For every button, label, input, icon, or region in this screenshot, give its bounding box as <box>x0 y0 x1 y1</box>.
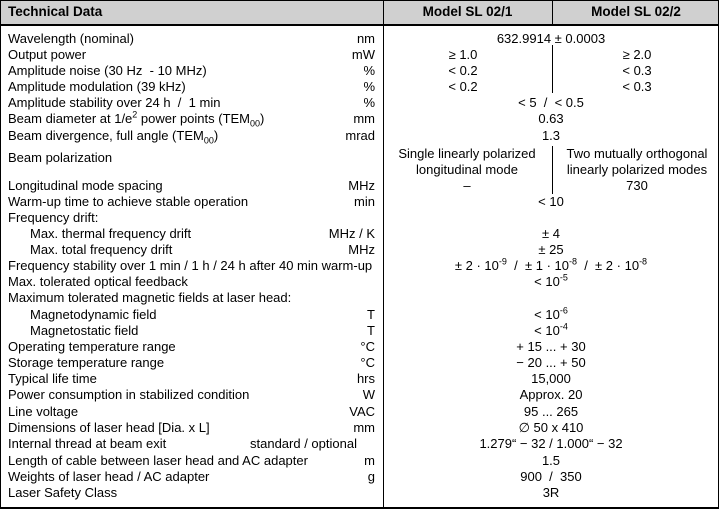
row-label: Max. tolerated optical feedback <box>8 274 188 289</box>
row-unit: MHz <box>348 242 375 257</box>
row-label: Length of cable between laser head and AC adapter <box>8 453 308 468</box>
row-label: Line voltage <box>8 404 79 419</box>
row-unit: mm <box>353 420 375 435</box>
row-label: Output power <box>8 47 87 62</box>
row-weights <box>0 469 719 485</box>
row-value: − 20 ... + 50 <box>516 355 586 370</box>
row-label: Max. thermal frequency drift <box>30 226 192 241</box>
row-beam-divergence <box>0 128 719 144</box>
header-model-2: Model SL 02/2 <box>591 4 681 19</box>
row-unit: W <box>362 387 375 402</box>
row-value: 632.9914 ± 0.0003 <box>496 31 606 46</box>
header-model-1: Model SL 02/1 <box>422 4 513 19</box>
row-unit: g <box>367 469 375 484</box>
row-value: < $10^{-5}$ <box>534 272 568 289</box>
row-label: Magnetodynamic field <box>30 307 157 322</box>
row-operating-temperature <box>0 339 719 355</box>
row-label: Amplitude noise (30 Hz - 10 MHz) <box>8 63 207 78</box>
row-label: Frequency stability over 1 min / 1 h / 24 h after 40 min warm-up <box>8 258 373 273</box>
row-label: Laser Safety Class <box>8 485 118 500</box>
row-label: Warm-up time to achieve stable operation <box>8 194 249 209</box>
row-amplitude-modulation <box>0 79 719 95</box>
row-value-model-2-line-1: Two mutually orthogonal <box>566 146 708 161</box>
row-unit: MHz <box>348 178 375 193</box>
row-value: 3R <box>542 485 560 500</box>
row-unit: hrs <box>356 371 375 386</box>
row-value-model-1: < 0.2 <box>448 63 478 78</box>
row-value: 1.3 <box>541 128 561 143</box>
row-life-time <box>0 371 719 387</box>
row-value: Approx. 20 <box>519 387 583 402</box>
row-warmup-time <box>0 194 719 210</box>
row-value-model-1: ≥ 1.0 <box>448 47 478 62</box>
row-label: Power consumption in stabilized condition <box>8 387 250 402</box>
row-value-model-2-line-2: linearly polarized modes <box>566 162 708 177</box>
row-amplitude-stability <box>0 95 719 111</box>
row-power-consumption <box>0 387 719 403</box>
row-label: Beam diameter at $1/e^2$ power points $(TEM_{00})$ <box>8 109 265 129</box>
row-line-voltage <box>0 404 719 420</box>
row-label: Typical life time <box>8 371 97 386</box>
row-value-model-1-line-2: longitudinal mode <box>416 162 518 177</box>
row-longitudinal-mode-spacing <box>0 178 719 194</box>
row-label: Operating temperature range <box>8 339 176 354</box>
row-unit: T <box>367 323 375 338</box>
row-dimensions <box>0 420 719 436</box>
row-label: Weights of laser head / AC adapter <box>8 469 210 484</box>
row-value: + 15 ... + 30 <box>516 339 586 354</box>
row-unit: VAC <box>349 404 375 419</box>
row-unit: nm <box>356 31 375 46</box>
row-unit: mrad <box>345 128 375 143</box>
row-value-model-2: < 0.3 <box>622 79 652 94</box>
row-internal-thread <box>0 436 719 452</box>
row-value-model-1: < 0.2 <box>448 79 478 94</box>
row-unit: mW <box>351 47 375 62</box>
row-value: 1.279“ − 32 / 1.000“ − 32 <box>479 436 623 451</box>
row-value-model-2: ≥ 2.0 <box>622 47 652 62</box>
row-label: Storage temperature range <box>8 355 165 370</box>
row-value: 15,000 <box>531 371 571 386</box>
header-divider <box>0 24 719 26</box>
row-frequency-drift-heading <box>0 210 719 226</box>
row-value: < $10^{-6}$ <box>534 305 568 322</box>
row-value-model-2: < 0.3 <box>622 63 652 78</box>
row-label: Amplitude modulation (39 kHz) <box>8 79 186 94</box>
row-value: 95 ... 265 <box>523 404 579 419</box>
row-optical-feedback <box>0 274 719 290</box>
row-label: Wavelength (nominal) <box>8 31 134 46</box>
row-label: Maximum tolerated magnetic fields at laser head: <box>8 290 292 305</box>
row-thermal-frequency-drift <box>0 226 719 242</box>
row-value: 0.63 <box>538 111 564 126</box>
row-unit: min <box>354 194 375 209</box>
row-value-model-1: – <box>463 178 471 193</box>
row-unit: mm <box>353 111 375 126</box>
row-value: ± $2 \cdot 10^{-9}$ / ± $1 \cdot 10^{-8}$ / ± $2 \cdot 10^{-8}$ <box>454 256 648 273</box>
row-label: Frequency drift: <box>8 210 99 225</box>
row-unit: °C <box>360 339 375 354</box>
row-value: ∅ 50 x 410 <box>518 420 584 435</box>
row-amplitude-noise <box>0 63 719 79</box>
row-magnetodynamic-field <box>0 307 719 323</box>
row-value: ± 25 <box>538 242 564 257</box>
row-unit: MHz / K <box>328 226 375 241</box>
row-value: < 10 <box>538 194 564 209</box>
row-value: 900 / 350 <box>520 469 582 484</box>
row-laser-safety-class <box>0 485 719 501</box>
row-label: Beam divergence, full angle $(TEM_{00})$ <box>8 128 219 146</box>
row-value: ± 4 <box>542 226 560 241</box>
row-value: 1.5 <box>541 453 561 468</box>
row-beam-diameter <box>0 111 719 127</box>
row-value-model-2: 730 <box>626 178 648 193</box>
row-unit: °C <box>360 355 375 370</box>
row-label: Amplitude stability over 24 h / 1 min <box>8 95 221 110</box>
row-storage-temperature <box>0 355 719 371</box>
row-unit: % <box>363 79 375 94</box>
row-unit: m <box>364 453 375 468</box>
row-sublabel: standard / optional <box>250 436 357 451</box>
row-output-power <box>0 47 719 63</box>
row-unit: T <box>367 307 375 322</box>
row-label: Internal thread at beam exit <box>8 436 167 451</box>
row-cable-length <box>0 453 719 469</box>
row-unit: % <box>363 63 375 78</box>
row-magnetostatic-field <box>0 323 719 339</box>
row-label: Longitudinal mode spacing <box>8 178 163 193</box>
row-wavelength <box>0 31 719 47</box>
row-label: Max. total frequency drift <box>30 242 173 257</box>
row-frequency-stability <box>0 258 719 274</box>
row-magnetic-fields-heading <box>0 290 719 306</box>
row-label: Beam polarization <box>8 150 113 165</box>
row-value: < $10^{-4}$ <box>534 321 568 338</box>
row-total-frequency-drift <box>0 242 719 258</box>
row-label: Magnetostatic field <box>30 323 139 338</box>
row-value-model-1-line-1: Single linearly polarized <box>398 146 536 161</box>
row-label: Dimensions of laser head [Dia. x L] <box>8 420 210 435</box>
header-title: Technical Data <box>8 4 103 19</box>
row-unit: % <box>363 95 375 110</box>
row-value: < 5 / < 0.5 <box>518 95 584 110</box>
